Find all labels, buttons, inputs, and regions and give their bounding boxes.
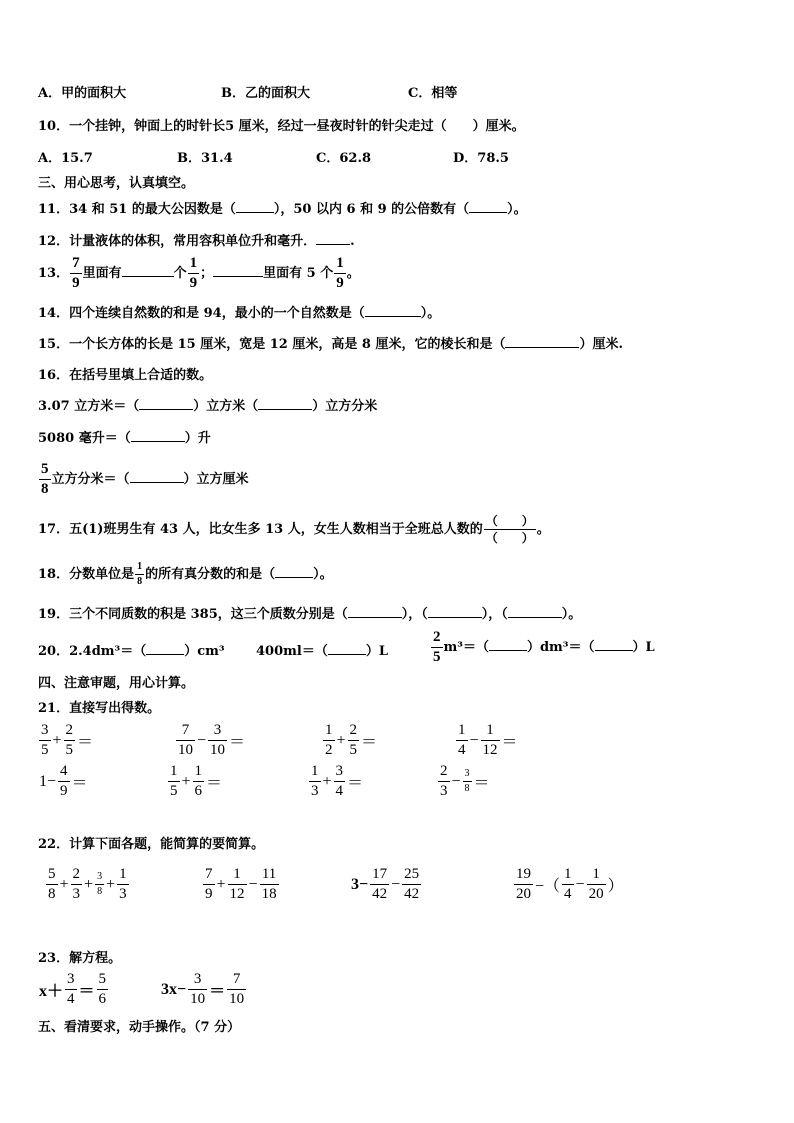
fraction: $\frac{3}{4}$ <box>67 971 75 1007</box>
answer-blank[interactable] <box>316 232 350 245</box>
fraction: $\frac{2}{3}$ <box>440 763 448 799</box>
answer-blank[interactable] <box>348 605 402 618</box>
answer-blank[interactable] <box>258 397 312 410</box>
fraction: $\frac{3}{8}$ <box>464 768 470 794</box>
question-11: 11．34 和 51 的最大公因数是（ ），50 以内 6 和 9 的公倍数有（ ）。 <box>38 202 527 217</box>
option-d: D．78.5 <box>453 151 509 166</box>
answer-blank[interactable] <box>508 605 562 618</box>
fraction: $\frac{3}{8}$ <box>97 871 103 897</box>
fraction: $\frac{1}{2}$ <box>325 722 333 758</box>
equation: 3x− $\frac{3}{10}$ ＝ $\frac{7}{10}$ <box>161 971 245 1007</box>
fraction: $\frac{1}{12}$ <box>229 866 245 902</box>
question-20-part-1: 20．2.4dm³＝（ ）cm³ <box>38 644 225 659</box>
answer-blank[interactable] <box>365 304 421 317</box>
option-a: A．15.7 <box>38 151 93 166</box>
answer-blank[interactable] <box>213 264 263 277</box>
option-b: B．31.4 <box>177 151 233 166</box>
question-19: 19．三个不同质数的积是 385，这三个质数分别是（ ），（ ），（ ）。 <box>38 607 582 622</box>
answer-blank[interactable] <box>236 200 274 213</box>
question-15: 15．一个长方体的长是 15 厘米，宽是 12 厘米，高是 8 厘米，它的棱长和是（ ）厘米. <box>38 337 624 352</box>
question-20-part-2: 400ml＝（ ）L <box>256 644 388 659</box>
fraction: $\frac{5}{8}$ <box>41 461 49 497</box>
fraction: $\frac{2}{3}$ <box>72 866 81 902</box>
fraction: $\frac{1}{20}$ <box>588 866 604 902</box>
section-heading: 五、看清要求，动手操作。（7 分） <box>38 1020 241 1035</box>
expression: $\frac{5}{8}$ + $\frac{2}{3}$ + $\frac{3}{8}$ + $\frac{1}{3}$ <box>48 866 127 902</box>
fraction: $\frac{2}{5}$ <box>65 722 74 758</box>
fraction: $\frac{7}{9}$ <box>72 255 80 291</box>
section-heading: 三、用心思考，认真填空。 <box>38 176 195 191</box>
answer-blank[interactable] <box>122 264 174 277</box>
answer-blank[interactable] <box>489 638 527 651</box>
expression: $\frac{1}{5}$ + $\frac{1}{6}$ ＝ <box>170 763 223 799</box>
fraction-blank[interactable]: $\frac{( )}{( )}$ <box>485 514 534 545</box>
fraction: $\frac{1}{3}$ <box>119 866 127 902</box>
question-16-line-3: $\frac{5}{8}$ 立方分米＝（ ）立方厘米 <box>41 461 249 497</box>
fraction: $\frac{1}{4}$ <box>458 722 466 758</box>
fraction: $\frac{7}{10}$ <box>229 971 245 1007</box>
answer-blank[interactable] <box>139 397 193 410</box>
question-10: 10．一个挂钟，钟面上的时针长5 厘米，经过一昼夜时针的针尖走过（ ）厘米。 <box>38 119 525 134</box>
expression: $\frac{7}{10}$ − $\frac{3}{10}$ ＝ <box>178 722 246 758</box>
question-20-part-3: $\frac{2}{5}$ m³＝（ ）dm³＝（ ）L <box>433 629 655 665</box>
question-16-line-2: 5080 毫升＝（ ）升 <box>38 431 211 446</box>
answer-blank[interactable] <box>328 642 366 655</box>
question-12: 12．计量液体的体积，常用容积单位升和毫升． . <box>38 234 355 249</box>
option-c: C．62.8 <box>316 151 372 166</box>
option-c: C．相等 <box>408 86 458 101</box>
fraction: $\frac{5}{8}$ <box>48 866 56 902</box>
fraction: $\frac{7}{10}$ <box>178 722 193 758</box>
option-a: A．甲的面积大 <box>38 86 127 101</box>
fraction: $\frac{1}{9}$ <box>189 255 198 291</box>
question-17: 17．五(1)班男生有 43 人，比女生多 13 人，女生人数相当于全班总人数的 $\frac{( )}{( )}$ 。 <box>38 514 550 545</box>
fraction: $\frac{1}{4}$ <box>564 866 572 902</box>
fraction: $\frac{11}{18}$ <box>261 866 277 902</box>
fraction: $\frac{1}{3}$ <box>311 763 319 799</box>
fraction: $\frac{3}{10}$ <box>210 722 226 758</box>
fraction: $\frac{5}{6}$ <box>98 971 107 1007</box>
expression: $\frac{19}{20}$ −（ $\frac{1}{4}$ − $\frac{1}{20}$ ） <box>516 866 624 902</box>
answer-blank[interactable] <box>131 429 185 442</box>
expression: $\frac{1}{3}$ + $\frac{3}{4}$ ＝ <box>311 763 364 799</box>
fraction: $\frac{2}{5}$ <box>349 722 358 758</box>
fraction: $\frac{1}{9}$ <box>336 255 344 291</box>
fraction: $\frac{19}{20}$ <box>516 866 531 902</box>
answer-blank[interactable] <box>595 638 633 651</box>
fraction: $\frac{1}{12}$ <box>482 722 498 758</box>
answer-blank[interactable] <box>469 200 507 213</box>
answer-blank[interactable] <box>130 470 184 483</box>
expression: $\frac{3}{5}$ + $\frac{2}{5}$ ＝ <box>41 722 94 758</box>
question-13: 13． $\frac{7}{9}$ 里面有 个 $\frac{1}{9}$ ； 里面有 5 个 $\frac{1}{9}$ 。 <box>38 255 360 291</box>
question-22: 22．计算下面各题，能简算的要简算。 <box>38 837 265 852</box>
answer-blank[interactable] <box>505 335 579 348</box>
fraction: $\frac{4}{9}$ <box>60 763 68 799</box>
expression: $\frac{1}{4}$ − $\frac{1}{12}$ ＝ <box>458 722 518 758</box>
fraction: $\frac{3}{5}$ <box>41 722 49 758</box>
expression: $\frac{7}{9}$ + $\frac{1}{12}$ − $\frac{11}{18}$ <box>205 866 277 902</box>
fraction: $\frac{3}{10}$ <box>190 971 206 1007</box>
section-heading: 四、注意审题，用心计算。 <box>38 676 195 691</box>
expression: $\frac{1}{2}$ + $\frac{2}{5}$ ＝ <box>325 722 378 758</box>
answer-blank[interactable] <box>428 605 482 618</box>
fraction: $\frac{17}{42}$ <box>372 866 388 902</box>
question-16-line-1: 3.07 立方米＝（ ）立方米（ ）立方分米 <box>38 399 378 414</box>
fraction: $\frac{1}{5}$ <box>170 763 178 799</box>
fraction: $\frac{2}{5}$ <box>433 629 441 665</box>
answer-blank[interactable] <box>275 565 313 578</box>
expression: $\frac{2}{3}$ − $\frac{3}{8}$ ＝ <box>440 763 490 799</box>
question-23: 23．解方程。 <box>38 951 122 966</box>
expression: 3− $\frac{17}{42}$ − $\frac{25}{42}$ <box>351 866 420 902</box>
fraction: $\frac{1}{6}$ <box>194 763 203 799</box>
equation: x＋ $\frac{3}{4}$ ＝ $\frac{5}{6}$ <box>39 971 107 1007</box>
fraction: $\frac{25}{42}$ <box>404 866 420 902</box>
question-21: 21．直接写出得数。 <box>38 701 161 716</box>
question-14: 14．四个连续自然数的和是 94，最小的一个自然数是（ ）。 <box>38 306 441 321</box>
option-b: B．乙的面积大 <box>221 86 310 101</box>
expression: 1− $\frac{4}{9}$ ＝ <box>39 763 88 799</box>
question-16: 16．在括号里填上合适的数。 <box>38 368 213 383</box>
fraction: $\frac{3}{4}$ <box>335 763 344 799</box>
fraction: $\frac{1}{8}$ <box>137 561 143 587</box>
question-18: 18．分数单位是 $\frac{1}{8}$ 的所有真分数的和是（ ）。 <box>38 561 333 587</box>
fraction: $\frac{7}{9}$ <box>205 866 213 902</box>
answer-blank[interactable] <box>146 642 184 655</box>
